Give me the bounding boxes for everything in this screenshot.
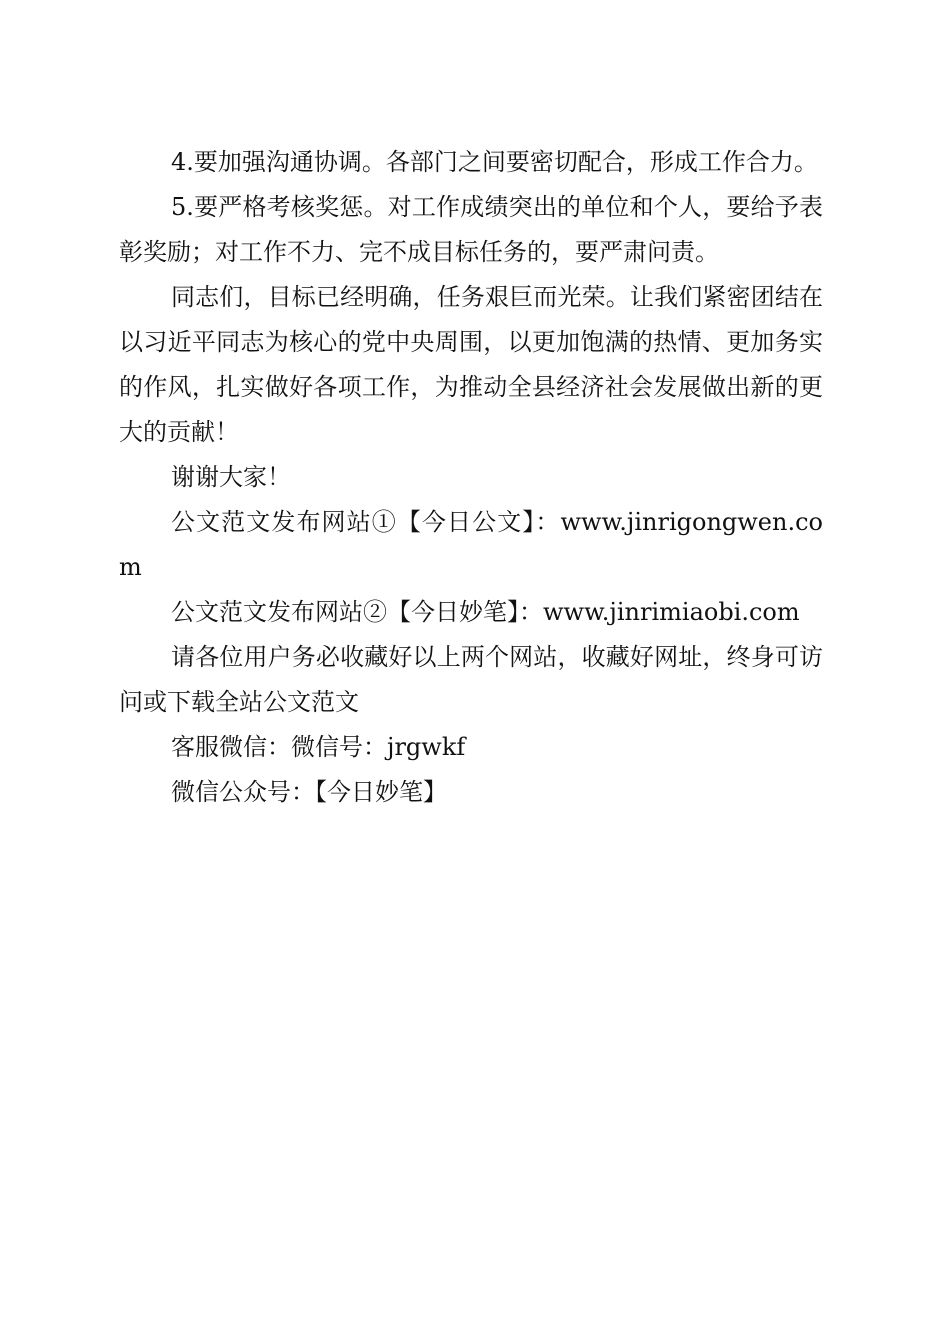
paragraph-official-account: 微信公众号：【今日妙笔】	[171, 778, 447, 806]
document-body	[119, 140, 823, 815]
paragraph-bookmark-note: 请各位用户务必收藏好以上两个网站，收藏好网址，终身可访问或下载全站公文范文	[119, 643, 823, 716]
paragraph-site-two: 公文范文发布网站②【今日妙笔】：www.jinrimiaobi.com	[171, 598, 800, 626]
paragraph-customer-service: 客服微信：微信号：jrgwkf	[171, 733, 466, 761]
paragraph-assessment: 5.要严格考核奖惩。对工作成绩突出的单位和个人，要给予表彰奖励；对工作不力、完不成目标任务的，要严肃问责。	[119, 193, 823, 266]
paragraph-closing-call: 同志们，目标已经明确，任务艰巨而光荣。让我们紧密团结在以习近平同志为核心的党中央周围，以更加饱满的热情、更加务实的作风，扎实做好各项工作，为推动全县经济社会发展做出新的更大的贡献！	[119, 283, 823, 446]
paragraph-site-one: 公文范文发布网站①【今日公文】：www.jinrigongwen.com	[119, 508, 823, 581]
paragraph-thanks: 谢谢大家！	[171, 463, 291, 491]
paragraph-communication: 4.要加强沟通协调。各部门之间要密切配合，形成工作合力。	[171, 148, 818, 176]
